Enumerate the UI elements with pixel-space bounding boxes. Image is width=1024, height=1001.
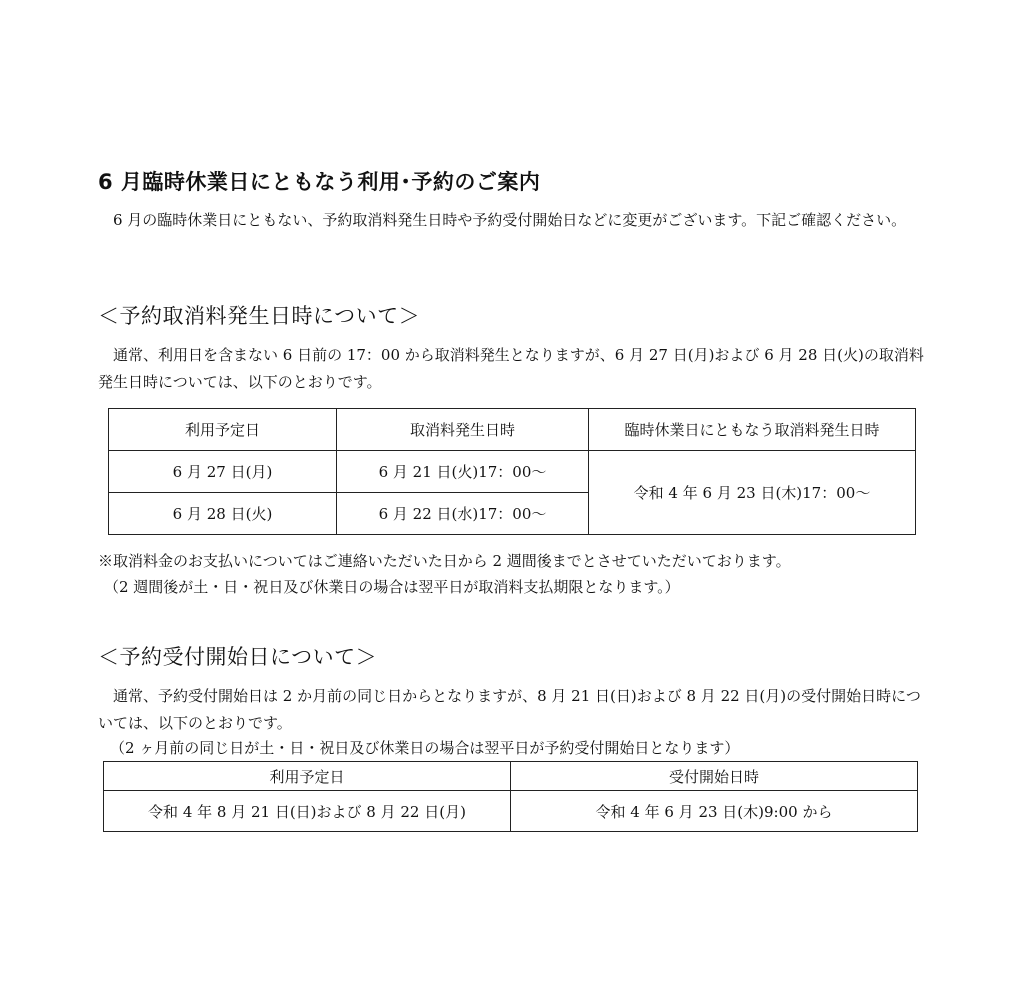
table-row [109,451,916,493]
table-cell: 令和 4 年 8 月 21 日(日)および 8 月 22 日(月) [104,791,511,832]
table-cell: 令和 4 年 6 月 23 日(木)9:00 から [511,791,918,832]
table-cell-merged: 令和 4 年 6 月 23 日(木)17：00～ [589,451,916,535]
reservation-start-table [103,761,918,832]
column-header: 受付開始日時 [511,762,918,791]
reservation-section-heading: ＜予約受付開始日について＞ [98,645,378,669]
column-header: 臨時休業日にともなう取消料発生日時 [589,409,916,451]
page-title: 6 月臨時休業日にともなう利用･予約のご案内 [98,170,541,194]
table-cell: 6 月 21 日(火)17：00～ [337,451,589,493]
intro-paragraph: 6 月の臨時休業日にともない、予約取消料発生日時や予約受付開始日などに変更がございます。下記ご確認ください。 [98,211,907,229]
reservation-paragraph: 通常、予約受付開始日は 2 か月前の同じ日からとなりますが、8 月 21 日(日)および 8 月 22 日(月)の受付開始日時については、以下のとおりです。 [98,687,921,732]
table-header-row [104,762,918,791]
reservation-note: （2 ヶ月前の同じ日が土・日・祝日及び休業日の場合は翌平日が予約受付開始日となります） [110,739,740,757]
table-row [104,791,918,832]
table-cell: 6 月 27 日(月) [109,451,337,493]
payment-note: ※取消料金のお支払いについてはご連絡いただいた日から 2 週間後までとさせていただいております。 [98,552,791,570]
payment-deadline-note: （2 週間後が土・日・祝日及び休業日の場合は翌平日が取消料支払期限となります。） [104,578,680,596]
column-header: 利用予定日 [104,762,511,791]
table-cell: 6 月 28 日(火) [109,493,337,535]
cancellation-fee-table [108,408,916,535]
column-header: 利用予定日 [109,409,337,451]
column-header: 取消料発生日時 [337,409,589,451]
table-header-row [109,409,916,451]
table-cell: 6 月 22 日(水)17：00～ [337,493,589,535]
cancellation-paragraph: 通常、利用日を含まない 6 日前の 17：00 から取消料発生となりますが、6 月 27 日(月)および 6 月 28 日(火)の取消料発生日時については、以下のとおりです。 [98,346,924,391]
cancellation-section-heading: ＜予約取消料発生日時について＞ [98,304,421,328]
